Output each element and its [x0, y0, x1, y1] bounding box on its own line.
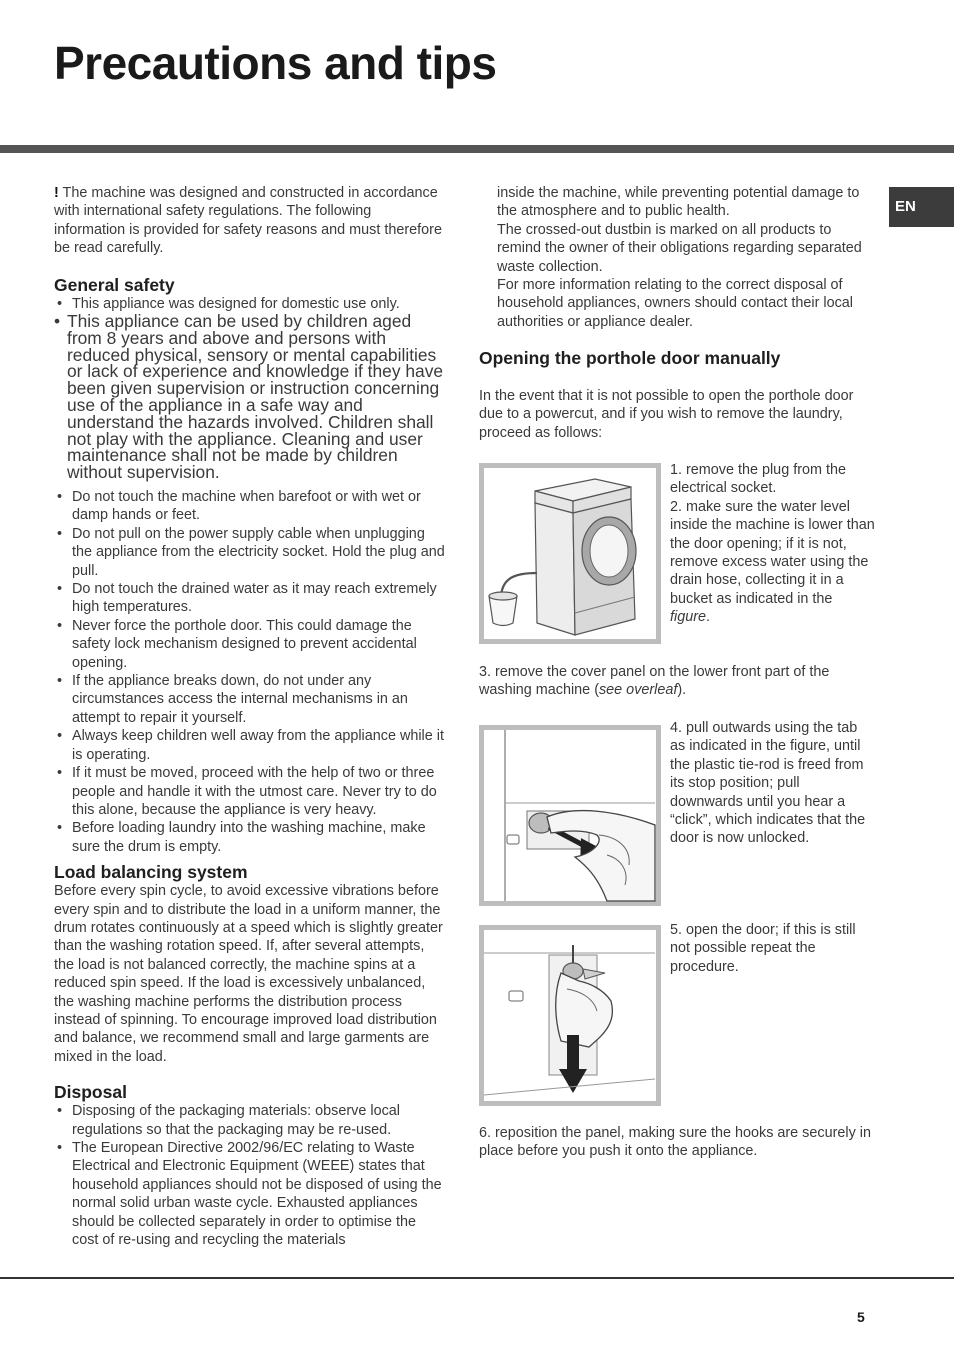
porthole-heading: Opening the porthole door manually [479, 348, 781, 368]
general-safety-heading: General safety [54, 274, 175, 295]
list-item: • Always keep children well away from the appliance while it is operating. [54, 727, 446, 764]
step-3-ref: see overleaf [598, 682, 678, 699]
warning-mark: ! [54, 185, 59, 201]
page-title: Precautions and tips [54, 37, 497, 89]
disposal-heading: Disposal [54, 1082, 127, 1103]
figure-pull-down [479, 925, 661, 1106]
figure-drain-bucket [479, 463, 661, 644]
hand-pull-down-icon [479, 925, 661, 1106]
disposal-continued-text: inside the machine, while preventing potential damage to the atmosphere and to public health. [497, 185, 860, 220]
header-divider [0, 145, 954, 153]
step-1-2-block [670, 461, 875, 627]
list-item: • Do not touch the drained water as it may reach extremely high temperatures. [54, 580, 446, 617]
porthole-intro: In the event that it is not possible to open the porthole door due to a powercut, and if you wish to remove the laundry, proceed as follows: [479, 388, 854, 441]
step-4: 4. pull outwards using the tab as indicated in the figure, until the plastic tie-rod is freed from its stop position; pull downwards until you hear a “click”, which indicates that the door is now unlocked. [670, 720, 866, 847]
dustbin-text: The crossed-out dustbin is marked on all products to remind the owner of their obligations regarding separated waste collection. [497, 221, 862, 275]
disposal-list [54, 1102, 446, 1249]
step-2-end: . [706, 609, 710, 626]
language-tab: EN [889, 187, 954, 227]
list-item: • If the appliance breaks down, do not under any circumstances access the internal mechanisms in an attempt to repair it yourself. [54, 672, 446, 727]
step-2-figure-ref: figure [670, 609, 706, 626]
disposal-continued [497, 184, 869, 331]
list-item: • Disposing of the packaging materials: observe local regulations so that the packaging may be re-used. [54, 1102, 446, 1139]
step-5: 5. open the door; if this is still not possible repeat the procedure. [670, 922, 856, 975]
general-safety-list [54, 295, 446, 857]
list-item: • Before loading laundry into the washing machine, make sure the drum is empty. [54, 819, 446, 856]
step-3 [479, 663, 871, 700]
list-item: • This appliance was designed for domestic use only. [54, 295, 446, 313]
list-item: • If it must be moved, proceed with the help of two or three people and handle it with the utmost care. Never try to do this alone, because the appliance is very heavy. [54, 764, 446, 819]
left-column [54, 184, 446, 1249]
more-info-text: For more information relating to the correct disposal of household appliances, owners should contact their local authorities or appliance dealer. [497, 277, 853, 330]
load-balancing-text: Before every spin cycle, to avoid excessive vibrations before every spin and to distribute the load in a uniform manner, the drum rotates continuously at a speed which is slightly greater than the washing rotation speed. If, after several attempts, the load is not balanced correctly, the machine spins at a reduced spin speed. If the load is excessively unbalanced, the washing machine performs the distribution process instead of spinning. To encourage improved load distribution and balance, we recommend small and large garments are mixed in the load. [54, 883, 443, 1065]
step-2 [670, 498, 875, 627]
step-3-text: 3. remove the cover panel on the lower front part of the washing machine ( [479, 664, 830, 699]
hand-pull-tab-icon [479, 725, 661, 906]
step-3-end: ). [677, 682, 687, 699]
list-item: • Never force the porthole door. This could damage the safety lock mechanism designed to prevent accidental opening. [54, 617, 446, 672]
list-item: • Do not touch the machine when barefoot or with wet or damp hands or feet. [54, 488, 446, 525]
list-item: • This appliance can be used by children aged from 8 years and above and persons with reduced physical, sensory or mental capabilities or lack of experience and knowledge if they have been given supervision or instruction concerning use of the appliance in a safe way and understand the hazards involved. Children shall not play with the appliance. Cleaning and user maintenance shall not be made by children without supervision. [54, 313, 446, 481]
list-item: • The European Directive 2002/96/EC relating to Waste Electrical and Electronic Equipment (WEEE) states that household appliances should not be disposed of using the normal solid urban waste cycle. Exhausted appliances should be collected separately in order to optimise the cost of re-using and recycling the materials [54, 1139, 446, 1249]
page-number: 5 [857, 1309, 865, 1325]
load-balancing-heading: Load balancing system [54, 862, 248, 883]
figure-pull-tab [479, 725, 661, 906]
step-2-text: 2. make sure the water level inside the machine is lower than the door opening; if it is not, remove excess water using the drain hose, collecting it in a bucket as indicated in the [670, 498, 875, 607]
list-item: • Do not pull on the power supply cable when unplugging the appliance from the electricity socket. Hold the plug and pull. [54, 525, 446, 580]
intro-text: The machine was designed and constructed in accordance with international safety regulations. The following information is provided for safety reasons and must therefore be read carefully. [54, 185, 442, 257]
washing-machine-icon [479, 463, 661, 644]
footer-divider [0, 1277, 954, 1279]
intro-paragraph [54, 184, 446, 258]
step-1: 1. remove the plug from the electrical socket. [670, 462, 846, 497]
step-6: 6. reposition the panel, making sure the hooks are securely in place before you push it onto the appliance. [479, 1125, 871, 1160]
